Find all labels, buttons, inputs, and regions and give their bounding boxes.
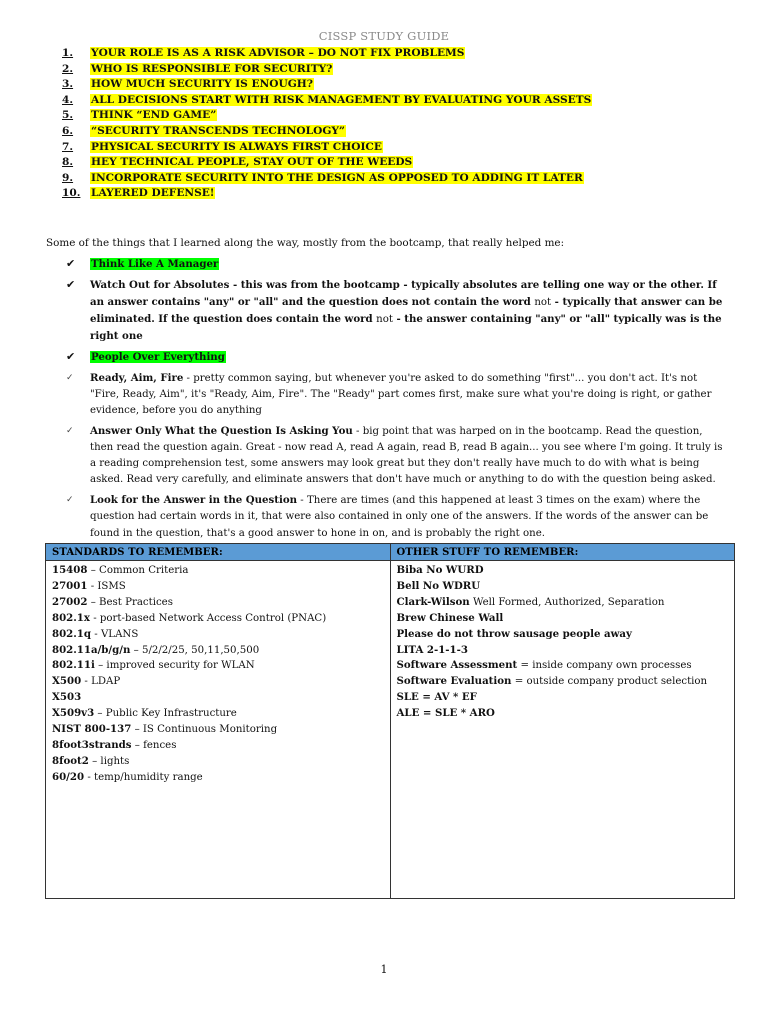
list-item xyxy=(62,46,592,62)
row-value: – improved security for WLAN xyxy=(94,660,255,672)
row-key: 15408 xyxy=(52,564,88,576)
page-number: 1 xyxy=(380,963,388,976)
row-key: 8foot2 xyxy=(52,754,89,767)
tip-item xyxy=(66,492,726,542)
row-key: 802.11a/b/g/n xyxy=(52,643,131,656)
row-value: – fences xyxy=(131,739,177,751)
table-row xyxy=(52,643,384,659)
row-key: 27002 xyxy=(52,595,88,608)
table-row xyxy=(52,658,384,674)
list-item xyxy=(62,155,592,171)
column-header-standards: STANDARDS TO REMEMBER: xyxy=(46,544,391,561)
tip-title: Ready, Aim, Fire xyxy=(90,371,184,384)
principles-list xyxy=(62,46,592,202)
table-row xyxy=(397,627,729,643)
item-text: ALL DECISIONS START WITH RISK MANAGEMENT BY EVALUATING YOUR ASSETS xyxy=(91,93,592,106)
intro-text: Some of the things that I learned along the way, mostly from the bootcamp, that really helped me: xyxy=(46,237,565,249)
tip-text: not xyxy=(376,314,393,326)
tip-title: People Over Everything xyxy=(91,351,225,364)
row-value: - LDAP xyxy=(81,676,121,688)
row-key: X500 xyxy=(52,675,82,688)
item-text: INCORPORATE SECURITY INTO THE DESIGN AS OPPOSED TO ADDING IT LATER xyxy=(91,171,583,184)
checkmark-icon: ✔ xyxy=(66,277,76,291)
item-number: 8. xyxy=(62,156,74,169)
row-key: 802.1x xyxy=(52,611,90,624)
row-key: Please do not throw sausage people away xyxy=(396,627,632,640)
row-value: – lights xyxy=(88,755,130,767)
tip-text: not xyxy=(534,296,552,308)
row-value: – Best Practices xyxy=(87,596,173,608)
item-text: HOW MUCH SECURITY IS ENOUGH? xyxy=(91,78,313,91)
row-value: = inside company own processes xyxy=(517,660,692,672)
item-number: 4. xyxy=(62,93,74,106)
row-value: - temp/humidity range xyxy=(84,771,203,783)
row-value: = outside company product selection xyxy=(511,676,708,688)
column-header-other: OTHER STUFF TO REMEMBER: xyxy=(390,544,735,561)
row-key: Biba No WURD xyxy=(396,564,484,576)
item-text: WHO IS RESPONSIBLE FOR SECURITY? xyxy=(91,62,333,75)
row-value: – IS Continuous Monitoring xyxy=(131,724,278,736)
row-key: 27001 xyxy=(52,579,88,592)
page-header: CISSP STUDY GUIDE xyxy=(318,29,450,43)
tip-text: Watch Out for Absolutes - this was from the bootcamp - typically absolutes are telling one way or the other. If an answer contains "any" or "all" and the question does not contain the word xyxy=(90,278,717,308)
tip-item xyxy=(66,256,726,273)
item-number: 3. xyxy=(62,78,74,91)
table-row xyxy=(52,690,384,706)
row-value: – Public Key Infrastructure xyxy=(94,708,237,720)
item-number: 6. xyxy=(62,124,74,137)
row-key: X503 xyxy=(52,691,82,704)
table-row xyxy=(397,563,729,579)
item-text: LAYERED DEFENSE! xyxy=(91,187,215,200)
table-row xyxy=(52,611,384,627)
tip-item xyxy=(66,277,726,346)
row-value: – 5/2/2/25, 50,11,50,500 xyxy=(130,644,260,656)
table-row xyxy=(52,563,384,579)
row-value: - port-based Network Access Control (PNAC) xyxy=(89,612,327,624)
checkmark-icon: ✓ xyxy=(66,425,74,436)
row-key: X509v3 xyxy=(52,707,95,720)
list-item xyxy=(62,108,592,124)
tip-text: - the answer containing "any" or "all" typically was is the right one xyxy=(90,313,722,343)
row-key: 60/20 xyxy=(52,770,85,783)
item-number: 5. xyxy=(62,109,74,122)
list-item xyxy=(62,171,592,187)
list-item xyxy=(62,124,592,140)
row-key: Clark-Wilson xyxy=(396,595,470,608)
row-key: Software Assessment xyxy=(396,659,518,672)
list-item xyxy=(62,77,592,93)
row-value: - ISMS xyxy=(87,580,126,592)
list-item xyxy=(62,140,592,156)
item-text: “SECURITY TRANSCENDS TECHNOLOGY” xyxy=(91,124,346,137)
table-row xyxy=(52,738,384,754)
tip-text: - typically that answer can be eliminated. If the question does contain the word xyxy=(90,295,723,326)
item-number: 7. xyxy=(62,140,74,153)
tip-item xyxy=(66,349,726,366)
table-row xyxy=(52,627,384,643)
list-item xyxy=(62,186,592,202)
table-row xyxy=(52,722,384,738)
item-number: 2. xyxy=(62,62,74,75)
checkmark-icon: ✔ xyxy=(66,257,76,270)
row-key: 8foot3strands xyxy=(52,738,132,751)
list-item xyxy=(62,62,592,78)
tip-text: - big point that was harped on in the bootcamp. Read the question, then read the question again. Great - now read A, read A again, read B, read B again... you see where I'm going. It truly is a reading comprehension test, some answers may look great but they don't really have much to do with what is being asked. Read very carefully, and eliminate answers that don't have much or anything to do with the question being asked. xyxy=(90,425,723,486)
row-value: – Common Criteria xyxy=(87,565,189,576)
table-row xyxy=(397,706,729,722)
table-row xyxy=(52,706,384,722)
row-key: LITA 2-1-1-3 xyxy=(396,643,468,656)
row-key: Software Evaluation xyxy=(396,675,512,688)
table-row xyxy=(52,674,384,690)
table-row xyxy=(397,643,729,659)
row-key: 802.1q xyxy=(52,627,92,640)
tip-item xyxy=(66,370,726,420)
tip-title: Answer Only What the Question Is Asking You xyxy=(90,424,353,437)
list-item xyxy=(62,93,592,109)
tip-title: Think Like A Manager xyxy=(91,258,219,270)
row-value: Well Formed, Authorized, Separation xyxy=(469,596,665,608)
item-text: THINK “END GAME” xyxy=(91,109,217,122)
item-number: 9. xyxy=(62,171,74,184)
table-row xyxy=(52,579,384,595)
table-row xyxy=(397,611,729,627)
row-value: - VLANS xyxy=(91,628,139,640)
table-row xyxy=(52,770,384,786)
table-row xyxy=(397,690,729,706)
item-text: PHYSICAL SECURITY IS ALWAYS FIRST CHOICE xyxy=(91,140,382,153)
standards-cell xyxy=(46,561,391,899)
tips-list xyxy=(66,256,726,545)
table-row xyxy=(52,754,384,770)
item-text: HEY TECHNICAL PEOPLE, STAY OUT OF THE WEEDS xyxy=(91,156,413,169)
row-key: NIST 800-137 xyxy=(52,723,132,736)
checkmark-icon: ✓ xyxy=(66,372,74,383)
other-stuff-cell xyxy=(390,561,735,899)
item-number: 10. xyxy=(62,187,81,200)
table-row xyxy=(397,595,729,611)
row-key: Bell No WDRU xyxy=(396,579,481,592)
tip-title: Look for the Answer in the Question xyxy=(90,494,298,507)
item-text: YOUR ROLE IS AS A RISK ADVISOR – DO NOT FIX PROBLEMS xyxy=(91,47,465,59)
table-row xyxy=(52,595,384,611)
tip-item xyxy=(66,423,726,489)
tip-text: - pretty common saying, but whenever you're asked to do something "first"... you don't act. It's not "Fire, Ready, Aim", it's "Ready, Aim, Fire". The "Ready" part comes first, make sure what you're doing is right, or gather evidence, before you do anything xyxy=(90,372,712,417)
table-row xyxy=(397,658,729,674)
table-row xyxy=(397,579,729,595)
row-key: ALE = SLE * ARO xyxy=(396,707,495,720)
table-row xyxy=(397,674,729,690)
reference-table xyxy=(45,543,735,899)
checkmark-icon: ✔ xyxy=(66,350,76,364)
tip-text: - There are times (and this happened at least 3 times on the exam) where the question had certain words in it, that were also contained in only one of the answers. If the words of the answer can be found in the question, that's a good answer to hone in on, and is probably the right one. xyxy=(90,495,709,539)
item-number: 1. xyxy=(62,47,74,59)
row-key: Brew Chinese Wall xyxy=(396,611,504,624)
row-key: 802.11i xyxy=(52,659,95,672)
checkmark-icon: ✓ xyxy=(66,495,74,506)
row-key: SLE = AV * EF xyxy=(396,691,477,704)
